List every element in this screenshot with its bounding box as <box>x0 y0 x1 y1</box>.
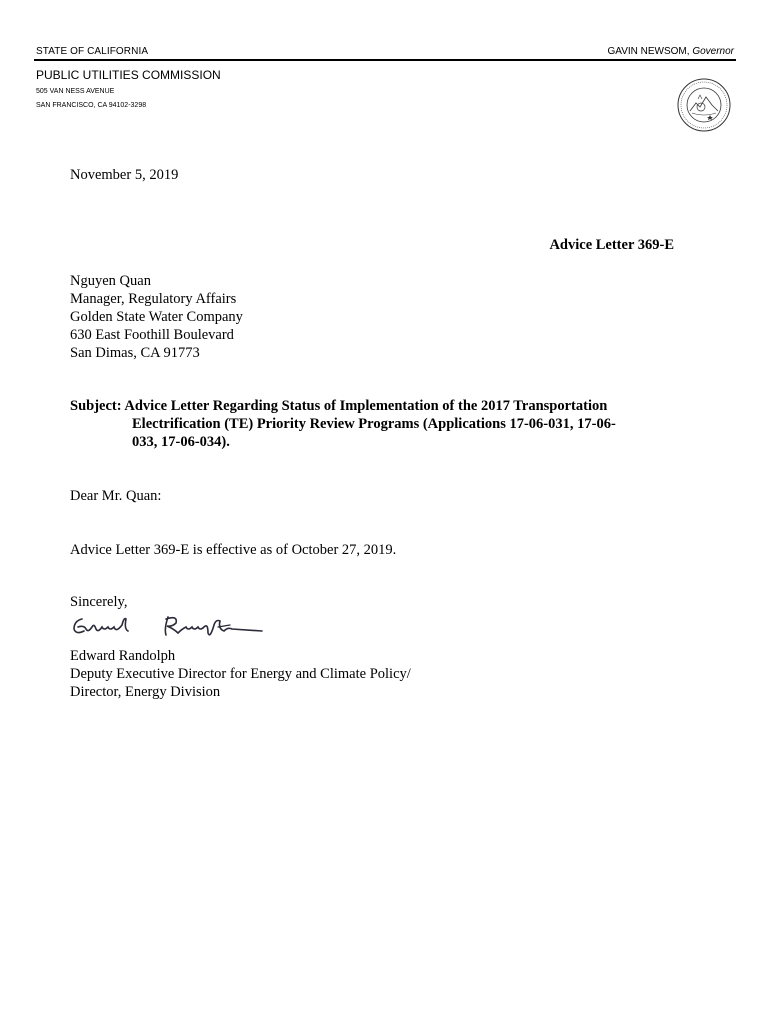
governor-title: Governor <box>692 46 734 57</box>
recipient-name: Nguyen Quan <box>70 273 151 289</box>
subject-line-2: Electrification (TE) Priority Review Programs (Applications 17-06-031, 17-06- <box>132 416 616 432</box>
recipient-company: Golden State Water Company <box>70 309 243 325</box>
closing: Sincerely, <box>70 594 128 610</box>
recipient-address <box>70 272 243 362</box>
address-line-2: SAN FRANCISCO, CA 94102-3298 <box>36 102 147 109</box>
subject-line-3: 033, 17-06-034). <box>132 434 230 450</box>
salutation: Dear Mr. Quan: <box>70 488 162 504</box>
signer-name: Edward Randolph <box>70 648 176 664</box>
subject-block <box>70 397 650 451</box>
handwritten-signature <box>68 609 268 643</box>
recipient-city: San Dimas, CA 91773 <box>70 345 200 361</box>
subject-label: Subject: <box>70 398 122 414</box>
signer-title: Deputy Executive Director for Energy and Climate Policy/ <box>70 666 411 682</box>
agency-name: PUBLIC UTILITIES COMMISSION <box>36 68 221 82</box>
advice-letter-reference: Advice Letter 369-E <box>549 237 674 253</box>
signer-division: Director, Energy Division <box>70 684 221 700</box>
letter-date: November 5, 2019 <box>70 167 179 183</box>
header-rule <box>34 59 736 61</box>
governor-name: GAVIN NEWSOM, <box>607 46 690 57</box>
address-line-1: 505 VAN NESS AVENUE <box>36 88 115 95</box>
recipient-title: Manager, Regulatory Affairs <box>70 291 237 307</box>
subject-line-1: Advice Letter Regarding Status of Implementation of the 2017 Transportation <box>124 398 608 414</box>
state-header: STATE OF CALIFORNIA <box>36 46 149 57</box>
state-seal-icon <box>676 77 732 133</box>
governor-header <box>607 46 734 57</box>
recipient-street: 630 East Foothill Boulevard <box>70 327 234 343</box>
body-paragraph: Advice Letter 369-E is effective as of October 27, 2019. <box>70 542 397 558</box>
signer-block <box>70 647 411 701</box>
